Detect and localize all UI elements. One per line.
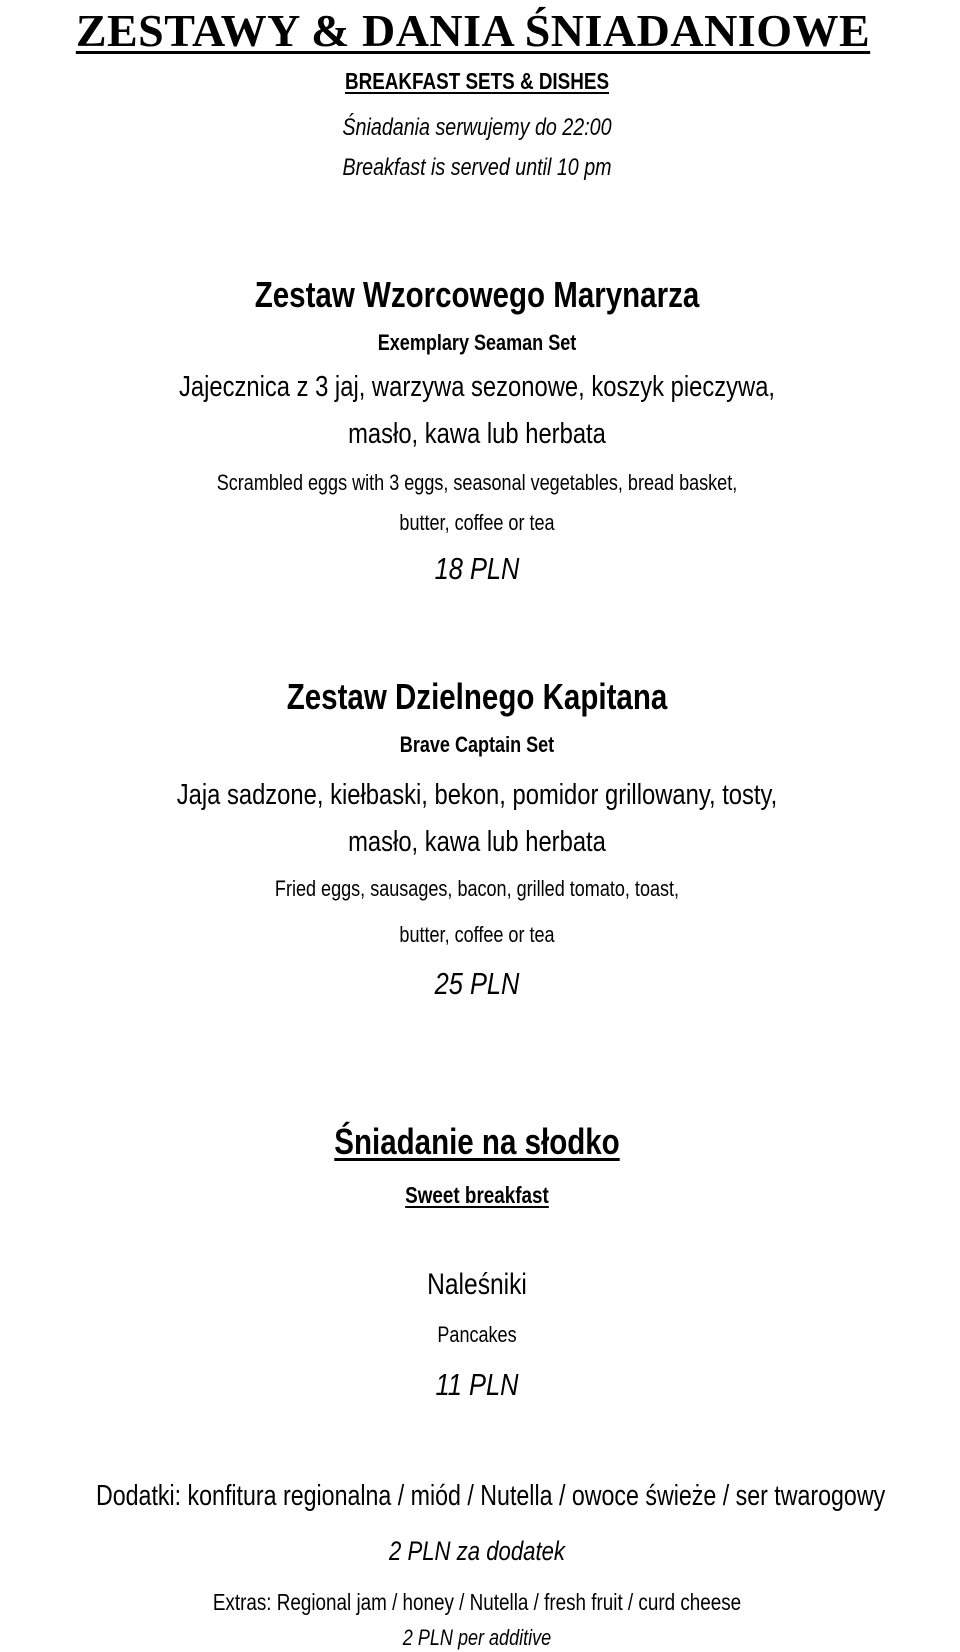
serving-hours-pl: Śniadania serwujemy do 22:00 (342, 114, 612, 141)
set-2-description-en: Fried eggs, sausages, bacon, grilled tomato, toast, (274, 876, 680, 901)
sweet-section-subtitle: Sweet breakfast (405, 1182, 549, 1208)
extras-list-en: Extras: Regional jam / honey / Nutella / fresh fruit / curd cheese (212, 1589, 742, 1615)
serving-hours-en: Breakfast is served until 10 pm (342, 154, 612, 181)
set-1-subtitle: Exemplary Seaman Set (377, 330, 577, 355)
set-1-description-pl: Jajecznica z 3 jaj, warzywa sezonowe, koszyk pieczywa, (178, 371, 776, 403)
set-2-description-pl: Jaja sadzone, kiełbaski, bekon, pomidor grillowany, tosty, (176, 779, 778, 811)
set-2-price: 25 PLN (434, 966, 520, 1001)
set-1-title: Zestaw Wzorcowego Marynarza (254, 274, 700, 315)
page-title: ZESTAWY & DANIA ŚNIADANIOWE (75, 5, 871, 56)
extras-list-pl: Dodatki: konfitura regionalna / miód / Nutella / owoce świeże / ser twarogowy (96, 1480, 886, 1512)
page-subtitle: BREAKFAST SETS & DISHES (344, 68, 610, 94)
set-2-description-en-cont: butter, coffee or tea (399, 922, 555, 947)
set-2-description-pl-cont: masło, kawa lub herbata (348, 826, 606, 858)
sweet-section-title: Śniadanie na słodko (334, 1121, 620, 1162)
pancakes-price: 11 PLN (435, 1367, 519, 1402)
set-1-description-pl-cont: masło, kawa lub herbata (348, 418, 606, 450)
extras-price-en: 2 PLN per additive (402, 1625, 552, 1650)
set-1-price: 18 PLN (434, 551, 520, 586)
set-1-description-en: Scrambled eggs with 3 eggs, seasonal vegetables, bread basket, (216, 470, 738, 495)
set-1-description-en-cont: butter, coffee or tea (399, 510, 555, 535)
set-2-title: Zestaw Dzielnego Kapitana (286, 676, 668, 717)
pancakes-name-pl: Naleśniki (427, 1268, 527, 1301)
pancakes-name-en: Pancakes (437, 1322, 517, 1347)
extras-price-pl: 2 PLN za dodatek (388, 1536, 566, 1566)
set-2-subtitle: Brave Captain Set (399, 732, 555, 757)
